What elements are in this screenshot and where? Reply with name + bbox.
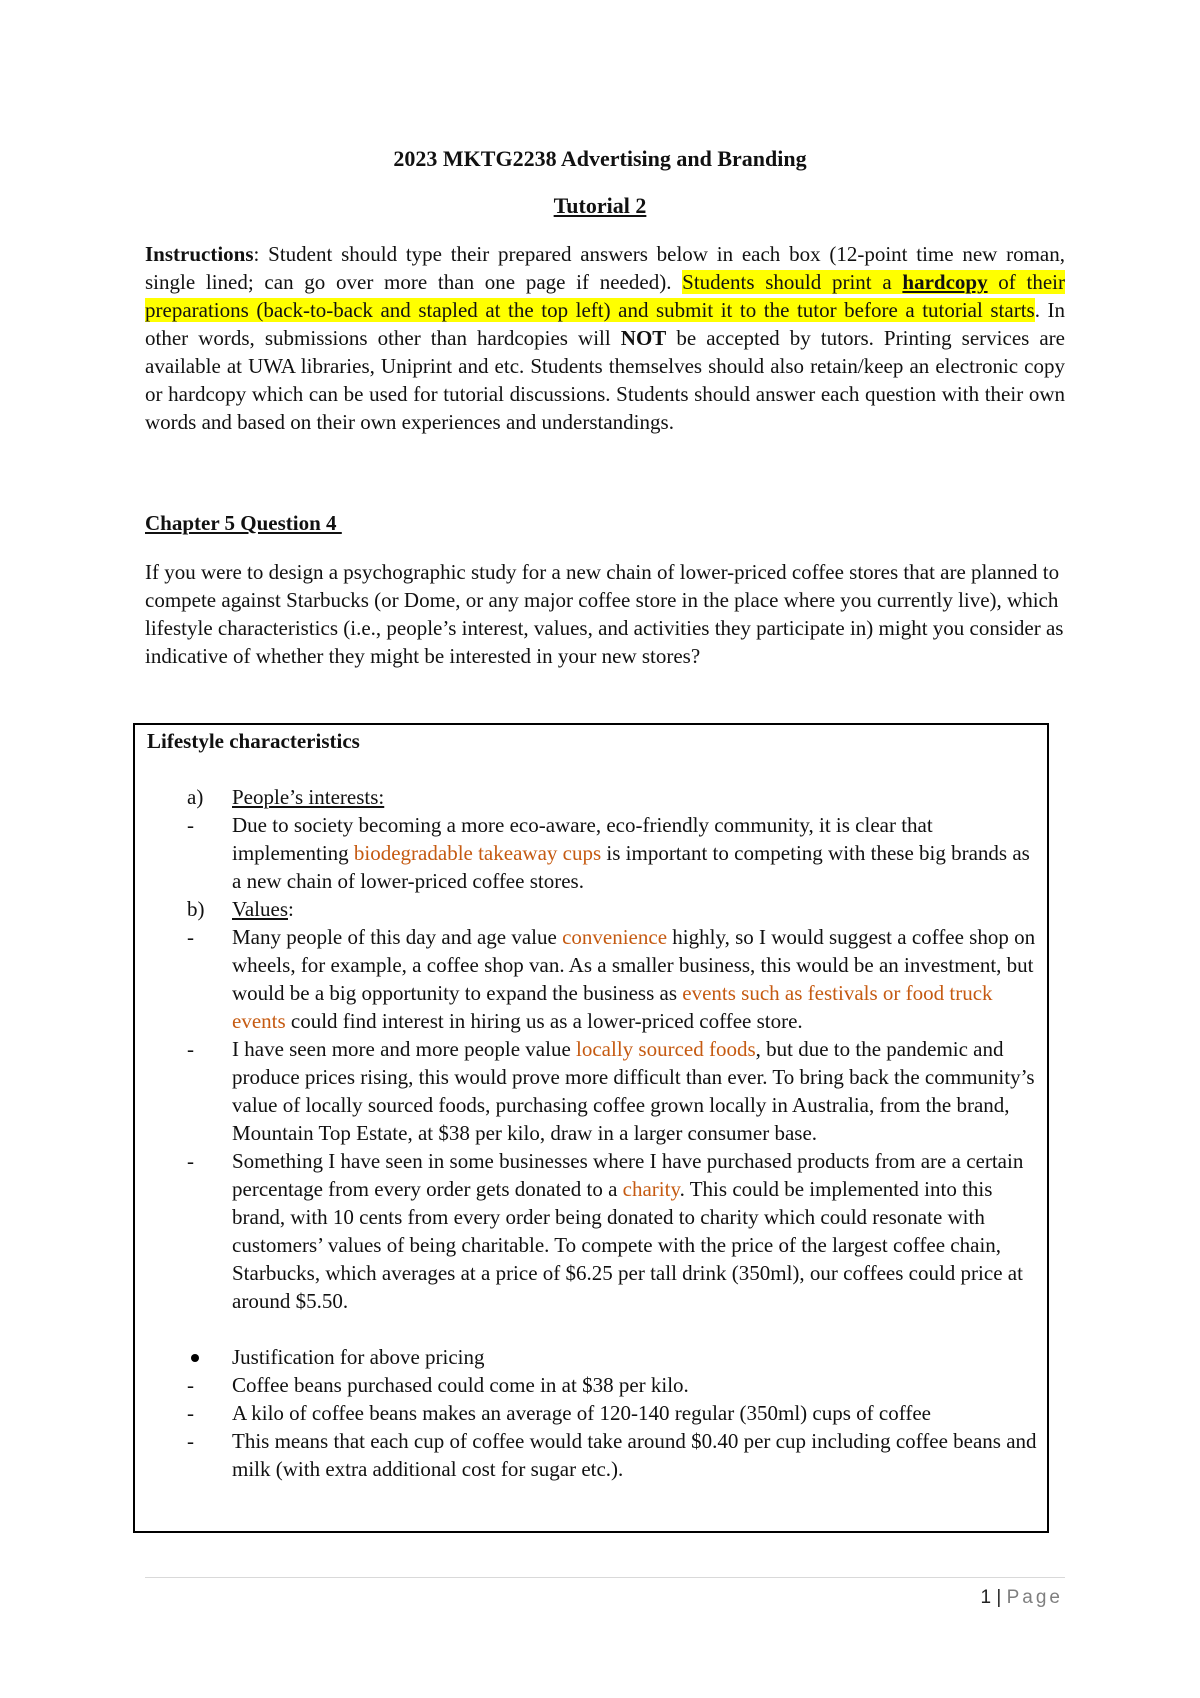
list-item-b [147, 895, 1037, 923]
footer-divider [145, 1577, 1065, 1578]
dash-item-convenience [147, 923, 1037, 1035]
charity-text-post: . This could be implemented into this brand, with 10 cents from every order being donated to charity which could resonate with customers’ values of being charitable. To compete with the price of the largest coffee chain, Starbucks, which averages at a price of $6.25 per tall drink (350ml), our coffees could price at around $5.50. [232, 1177, 1023, 1313]
dash-marker: - [187, 1149, 194, 1173]
dash-marker: - [187, 1429, 194, 1453]
convenience-text-pre: Many people of this day and age value [232, 925, 563, 949]
interests-accent: biodegradable takeaway cups [353, 841, 602, 865]
dash-item-interests [147, 811, 1037, 895]
charity-text-pre: Something I have seen in some businesses where I have purchased products from are a certain percentage from every order gets donated to a [232, 1149, 1024, 1201]
justification-item-3: This means that each cup of coffee would take around $0.40 per cup including coffee beans and milk (with extra additional cost for sugar etc.). [232, 1429, 1037, 1481]
charity-accent: charity [622, 1177, 680, 1201]
interests-label: People’s interests: [232, 785, 385, 809]
justification-text: Justification for above pricing [232, 1345, 485, 1369]
highlighted-hardcopy: hardcopy [902, 270, 988, 294]
interests-text-pre: Due to society becoming a more eco-aware, eco-friendly community, it is clear that implementing [232, 813, 933, 865]
answer-box-heading: Lifestyle characteristics [147, 729, 360, 753]
list-marker-b: b) [187, 897, 205, 921]
instructions-text-2: . In other words, submissions other than hardcopies will [145, 298, 1066, 350]
document-title: 2023 MKTG2238 Advertising and Branding [393, 146, 807, 171]
dash-item-justification-2 [147, 1399, 1037, 1427]
highlighted-text-2: of their preparations (back-to-back and stapled at the top left) and submit it to the tutor before a tutorial starts [145, 270, 1065, 322]
instructions-label: Instructions [145, 242, 254, 266]
dash-marker: - [187, 1401, 194, 1425]
list-item-a [147, 783, 1037, 811]
dash-marker: - [187, 813, 194, 837]
convenience-text-mid: highly, so I would suggest a coffee shop on wheels, for example, a coffee shop van. As a smaller business, this would be an investment, but would be a big opportunity to expand the business as [232, 925, 1036, 1005]
instructions-not-word: NOT [620, 326, 667, 350]
page-number: 1 [980, 1587, 992, 1608]
chapter-heading: Chapter 5 Question 4 [145, 511, 342, 535]
dash-marker: - [187, 1037, 194, 1061]
values-label: Values [232, 897, 288, 921]
justification-item-2: A kilo of coffee beans makes an average of 120-140 regular (350ml) cups of coffee [232, 1401, 931, 1425]
answer-box [133, 723, 1049, 1533]
interests-text-post: is important to competing with these big brands as a new chain of lower-priced coffee stores. [232, 841, 1030, 893]
convenience-accent: convenience [562, 925, 668, 949]
highlighted-text-1: Students should print a [682, 270, 903, 294]
list-marker-a: a) [187, 785, 204, 809]
dash-item-justification-3 [147, 1427, 1037, 1483]
values-colon: : [288, 897, 294, 921]
local-foods-accent: locally sourced foods [576, 1037, 756, 1061]
bullet-dot-icon [191, 1354, 199, 1362]
dash-item-justification-1 [147, 1371, 1037, 1399]
bullet-item-justification [147, 1343, 1037, 1371]
justification-item-1: Coffee beans purchased could come in at $38 per kilo. [232, 1373, 689, 1397]
instructions-colon: : [253, 242, 260, 266]
spacer [147, 1315, 1037, 1343]
events-accent: events such as festivals or food truck events [232, 981, 993, 1033]
dash-item-local-foods [147, 1035, 1037, 1147]
instructions-text-3: be accepted by tutors. Printing services are available at UWA libraries, Uniprint and etc. Students themselves should also retain/keep an electronic copy or hardcopy which can be used for tutorial discussions. Students should answer each question with their own words and based on their own experiences and understandings. [145, 326, 1066, 434]
dash-marker: - [187, 925, 194, 949]
footer-separator: | [991, 1587, 1007, 1608]
local-foods-text-pre: I have seen more and more people value [232, 1037, 577, 1061]
dash-item-charity [147, 1147, 1037, 1315]
convenience-text-post: could find interest in hiring us as a lower-priced coffee store. [285, 1009, 803, 1033]
page-footer [981, 1587, 1063, 1609]
question-text: If you were to design a psychographic study for a new chain of lower-priced coffee stores that are planned to compete against Starbucks (or Dome, or any major coffee store in the place where you currently live), which lifestyle characteristics (i.e., people’s interest, values, and activities they participate in) might you consider as indicative of whether they might be interested in your new stores? [145, 560, 1064, 668]
document-subtitle: Tutorial 2 [553, 193, 647, 218]
answer-box-content [147, 783, 1037, 1483]
instructions-paragraph [145, 240, 1065, 436]
dash-marker: - [187, 1373, 194, 1397]
page-word: Page [1006, 1587, 1063, 1608]
local-foods-text-post: , but due to the pandemic and produce prices rising, this would prove more difficult than ever. To bring back the community’s value of locally sourced foods, purchasing coffee grown locally in Australia, from the brand, Mountain Top Estate, at $38 per kilo, draw in a larger consumer base. [232, 1037, 1035, 1145]
instructions-text-1: Student should type their prepared answers below in each box (12-point time new roman, single lined; can go over more than one page if needed). [145, 242, 1065, 294]
